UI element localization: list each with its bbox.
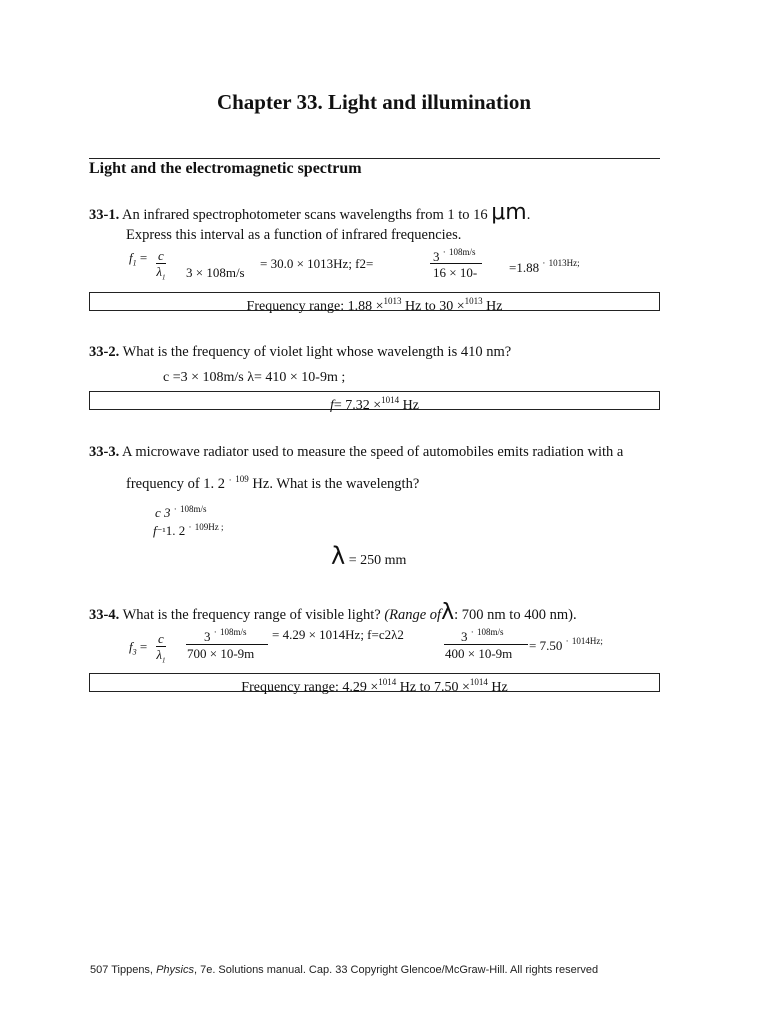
problem-text: A microwave radiator used to measure the speed of automobiles emits radiation with a — [122, 444, 624, 460]
problem-number: 33-3. — [89, 444, 120, 460]
frac1-den: 700 × 10-9m — [187, 646, 255, 661]
problem-33-2-statement — [89, 344, 511, 361]
c-over-lambda-fraction-2: $\frac{c}{\lambda_1}$ — [156, 631, 166, 665]
equals-sign: = — [139, 250, 148, 265]
f1-subscript: 1 — [132, 258, 137, 268]
answer-box-33-4: Frequency range: 4.29 ×$^{1014}$ Hz to 7.50 ×$^{1014}$ Hz — [89, 673, 660, 692]
f1-result: = 30.0 × 1013Hz; f2= — [260, 256, 374, 271]
problem-33-3-line2: frequency of 1. 2 · $^{109}$ Hz. What is the wavelength? — [126, 474, 420, 492]
f1-symbol: f — [129, 250, 133, 265]
f2-result: =1.88 · $^{1013Hz;}$ — [509, 258, 580, 275]
c-over-lambda-fraction: $\frac{c}{\lambda_1}$ — [156, 248, 166, 282]
f2-fraction-bar — [430, 263, 482, 264]
frac1-num: 3 · $^{108m/s}$ — [204, 627, 247, 644]
lambda-answer: λ = 250 mm — [331, 542, 407, 570]
micrometer-unit: μm — [491, 200, 527, 225]
frac2-den: 400 × 10-9m — [445, 646, 513, 661]
frac1-bar — [186, 644, 268, 645]
problem-number: 33-1. — [89, 207, 120, 223]
section-rule — [89, 158, 660, 159]
f4-result: = 7.50 · $^{1014Hz;}$ — [529, 636, 603, 653]
f3-result: = 4.29 × 1014Hz; f=c2λ2 — [272, 627, 404, 642]
problem-text: What is the frequency of violet light whose wavelength is 410 nm? — [122, 344, 512, 360]
period: . — [526, 207, 531, 223]
problem-33-2-given: c =3 × 108m/s λ= 410 × 10-9m ; — [163, 370, 346, 385]
frac2-bar — [444, 644, 528, 645]
page-footer: 507 Tippens, Physics, 7e. Solutions manual. Cap. 33 Copyright Glencoe/McGraw-Hill. All rights reserved — [90, 964, 599, 976]
section-heading: Light and the electromagnetic spectrum — [89, 160, 362, 177]
problem-33-3-statement — [89, 444, 623, 461]
page-title: Chapter 33. Light and illumination — [216, 90, 532, 114]
lambda-denominator: λ — [156, 264, 162, 279]
answer-box-33-1: Frequency range: 1.88 ×$^{1013}$ Hz to 30 ×$^{1013}$ Hz — [89, 292, 660, 311]
work-f: f⁻¹1. 2 · $^{109Hz ;}$ — [153, 522, 224, 538]
problem-33-1-line2: Express this interval as a function of infrared frequencies. — [126, 227, 462, 243]
work-c: c 3 · $^{108m/s}$ — [155, 504, 207, 520]
frac2-num: 3 · $^{108m/s}$ — [461, 627, 504, 644]
problem-33-1-statement — [89, 200, 530, 225]
problem-number: 33-2. — [89, 344, 120, 360]
c-numerator: c — [158, 248, 164, 263]
f2-frac-num: 3 · $^{108m/s}$ — [433, 247, 476, 264]
problem-number: 33-4. — [89, 607, 120, 623]
answer-box-33-2: f= 7.32 ×$^{1014}$ Hz — [89, 391, 660, 410]
problem-text: What is the frequency range of visible light? — [122, 607, 381, 623]
f1-equation — [129, 250, 147, 268]
f2-frac-den: 16 × 10- — [433, 265, 478, 280]
problem-text: An infrared spectrophotometer scans wavelengths from 1 to 16 — [122, 207, 488, 223]
calc1-numerator: 3 × 108m/s — [186, 265, 245, 280]
problem-33-4-statement: 33-4. What is the frequency range of visible light? (Range ofλ: 700 nm to 400 nm). — [89, 600, 577, 625]
f3-equation: $f_3$ = — [129, 639, 148, 657]
